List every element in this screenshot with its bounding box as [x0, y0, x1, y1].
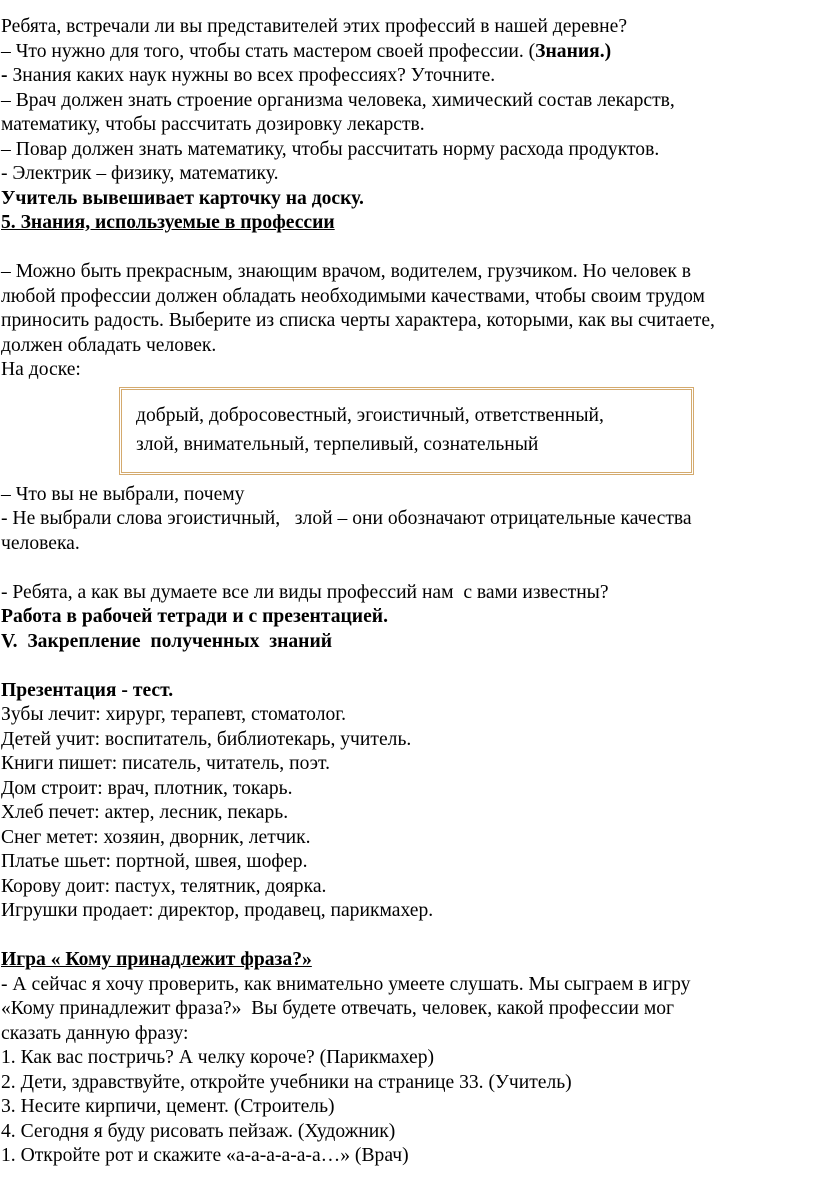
section-5-text-line: должен обладать человек. — [1, 334, 217, 356]
spacer — [0, 236, 812, 261]
test-item: Хлеб печет: актер, лесник, пекарь. — [1, 802, 289, 823]
discussion-line: - Ребята, а как вы думаете все ли виды профессий нам с вами известны? — [1, 581, 609, 603]
game-title: Игра « Кому принадлежит фраза?» — [1, 949, 312, 970]
discussion-line: – Что вы не выбрали, почему — [1, 483, 245, 505]
board-card-line: добрый, добросовестный, эгоистичный, ответственный, — [136, 404, 604, 426]
knowledge-answer: Знания.) — [535, 40, 612, 62]
test-item: Платье шьет: портной, швея, шофер. — [1, 851, 308, 872]
game-item: 2. Дети, здравствуйте, откройте учебники на странице 33. (Учитель) — [1, 1071, 572, 1093]
game-item: 1. Как вас постричь? А челку короче? (Парикмахер) — [1, 1047, 435, 1068]
test-item: Детей учит: воспитатель, библиотекарь, учитель. — [1, 728, 412, 750]
teacher-note: Учитель вывешивает карточку на доску. — [1, 187, 364, 209]
game-intro-line: - А сейчас я хочу проверить, как внимательно умеете слушать. Мы сыграем в игру — [1, 973, 691, 995]
section-5-text-line: приносить радость. Выберите из списка черты характера, которыми, как вы считаете, — [1, 310, 715, 331]
game-item: 4. Сегодня я буду рисовать пейзаж. (Художник) — [1, 1120, 396, 1142]
board-card-line: злой, внимательный, терпеливый, сознательный — [136, 433, 539, 455]
test-item: Книги пишет: писатель, читатель, поэт. — [1, 753, 331, 774]
game-intro-line: «Кому принадлежит фраза?» Вы будете отвечать, человек, какой профессии мог — [1, 998, 675, 1019]
test-item: Дом строит: врач, плотник, токарь. — [1, 777, 293, 799]
section-v-title: V. Закрепление полученных знаний — [1, 630, 333, 652]
intro-line-text: – Что нужно для того, чтобы стать мастером своей профессии. ( — [1, 40, 536, 62]
intro-line-sciences — [0, 64, 812, 89]
sciences-question: Знания каких наук нужны во всех профессиях? Уточните. — [12, 65, 496, 86]
board-card — [119, 387, 694, 475]
cook-line: – Повар должен знать математику, чтобы рассчитать норму расхода продуктов. — [1, 138, 660, 160]
dash-bold: - — [1, 65, 13, 86]
discussion-line: - Не выбрали слова эгоистичный, злой – они обозначают отрицательные качества — [1, 508, 692, 529]
workbook-note: Работа в рабочей тетради и с презентацией. — [1, 606, 388, 627]
section-5-text-line: любой профессии должен обладать необходимыми качествами, чтобы своим трудом — [1, 285, 705, 307]
board-card-area — [0, 385, 812, 483]
spacer — [0, 654, 812, 679]
test-item: Снег метет: хозяин, дворник, летчик. — [1, 826, 311, 848]
discussion-line: человека. — [1, 532, 80, 554]
game-item: 3. Несите кирпичи, цемент. (Строитель) — [1, 1096, 335, 1117]
intro-question: Ребята, встречали ли вы представителей этих профессий в нашей деревне? — [1, 16, 628, 37]
board-label: На доске: — [1, 359, 81, 380]
spacer — [0, 924, 812, 949]
doctor-line: – Врач должен знать строение организма человека, химический состав лекарств, — [1, 89, 675, 111]
test-item: Игрушки продает: директор, продавец, парикмахер. — [1, 900, 434, 921]
section-5-text-line: – Можно быть прекрасным, знающим врачом, водителем, грузчиком. Но человек в — [1, 261, 691, 282]
electrician-line: - Электрик – физику, математику. — [1, 163, 279, 184]
document-page — [0, 15, 812, 1169]
spacer — [0, 556, 812, 581]
test-title: Презентация - тест. — [1, 679, 174, 701]
game-intro-line: сказать данную фразу: — [1, 1022, 189, 1044]
section-5-title: 5. Знания, используемые в профессии — [1, 212, 335, 233]
doctor-line-cont: математику, чтобы рассчитать дозировку лекарств. — [1, 114, 425, 135]
test-item: Корову доит: пастух, телятник, доярка. — [1, 875, 327, 897]
game-item: 1. Откройте рот и скажите «а-а-а-а-а-а…» (Врач) — [1, 1145, 409, 1166]
intro-line-knowledge — [0, 40, 812, 65]
test-item: Зубы лечит: хирург, терапевт, стоматолог. — [1, 704, 347, 725]
